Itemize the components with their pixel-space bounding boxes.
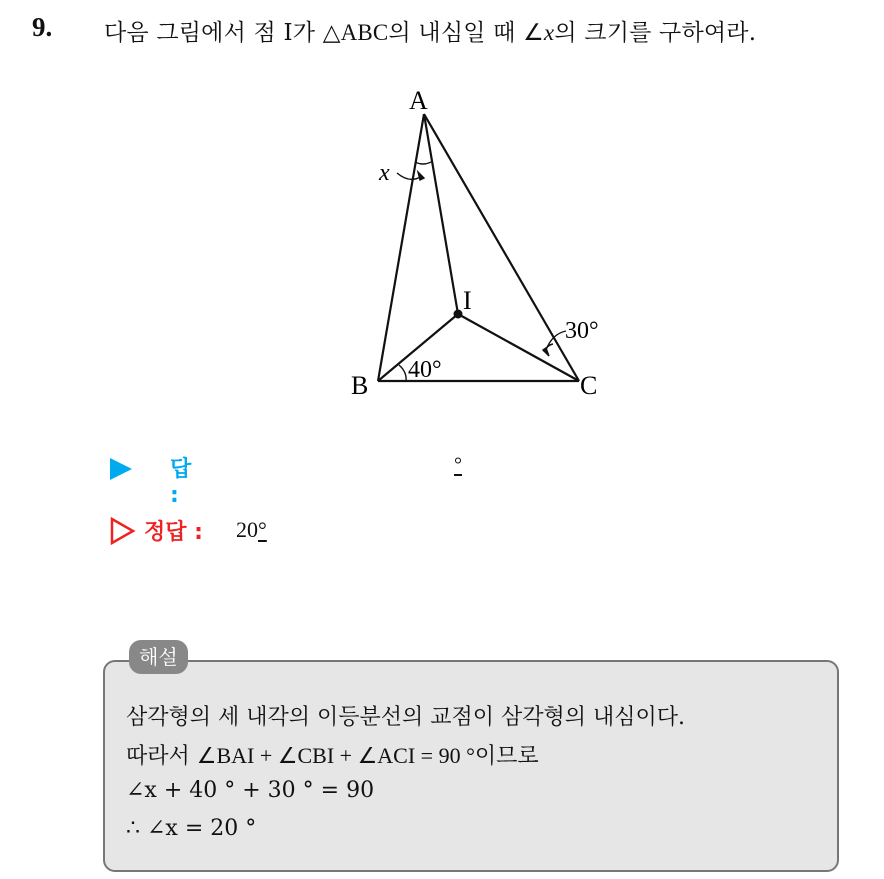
question-text-middle: 의 내심일 때	[388, 20, 524, 46]
question-text-before: 다음 그림에서 점 I가	[104, 20, 323, 46]
angle-symbol: ∠	[523, 20, 544, 45]
solution-line-2	[126, 739, 539, 770]
angle-x-arc	[415, 162, 431, 164]
side-ab	[378, 114, 424, 381]
answer-unit[interactable]: °	[454, 454, 462, 476]
solution-line-2-prefix: 따라서	[126, 744, 197, 769]
angle-variable: x	[543, 20, 555, 45]
correct-triangle-icon	[110, 517, 136, 545]
solution-tag: 해설	[129, 640, 188, 674]
correct-answer-value	[236, 517, 267, 543]
question-text-after: 의 크기를 구하여라.	[554, 20, 757, 46]
incenter-label: I	[463, 286, 472, 315]
question-number: 9.	[32, 12, 53, 42]
solution-line-1: 삼각형의 세 내각의 이등분선의 교점이 삼각형의 내심이다.	[126, 705, 686, 730]
answer-label: 답 :	[170, 457, 192, 508]
vertex-c-label: C	[580, 371, 598, 400]
angle-x-label: x	[379, 160, 390, 186]
solution-line-2-suffix: 이므로	[474, 744, 539, 769]
answer-triangle-icon	[110, 458, 132, 480]
segment-ci	[458, 314, 579, 381]
triangle-notation: △ABC	[322, 20, 389, 45]
angle-x-arrowhead	[418, 172, 424, 180]
angle-b-label: 40°	[408, 357, 442, 383]
solution-line-2-math: ∠BAI + ∠CBI + ∠ACI = 90 °	[196, 743, 475, 768]
angle-b-arc	[399, 365, 406, 381]
vertex-b-label: B	[351, 371, 369, 400]
correct-answer-unit: °	[258, 517, 267, 542]
incenter-point	[454, 310, 463, 319]
correct-answer-label: 정답 :	[144, 520, 203, 545]
solution-line-4: ∴ ∠x = 20 °	[126, 816, 257, 841]
angle-c-arrowhead	[543, 348, 549, 356]
correct-answer-number: 20	[236, 517, 258, 542]
angle-c-label: 30°	[565, 318, 599, 344]
vertex-a-label: A	[409, 86, 428, 115]
solution-line-3: ∠x + 40 ° + 30 ° = 90	[126, 778, 375, 803]
